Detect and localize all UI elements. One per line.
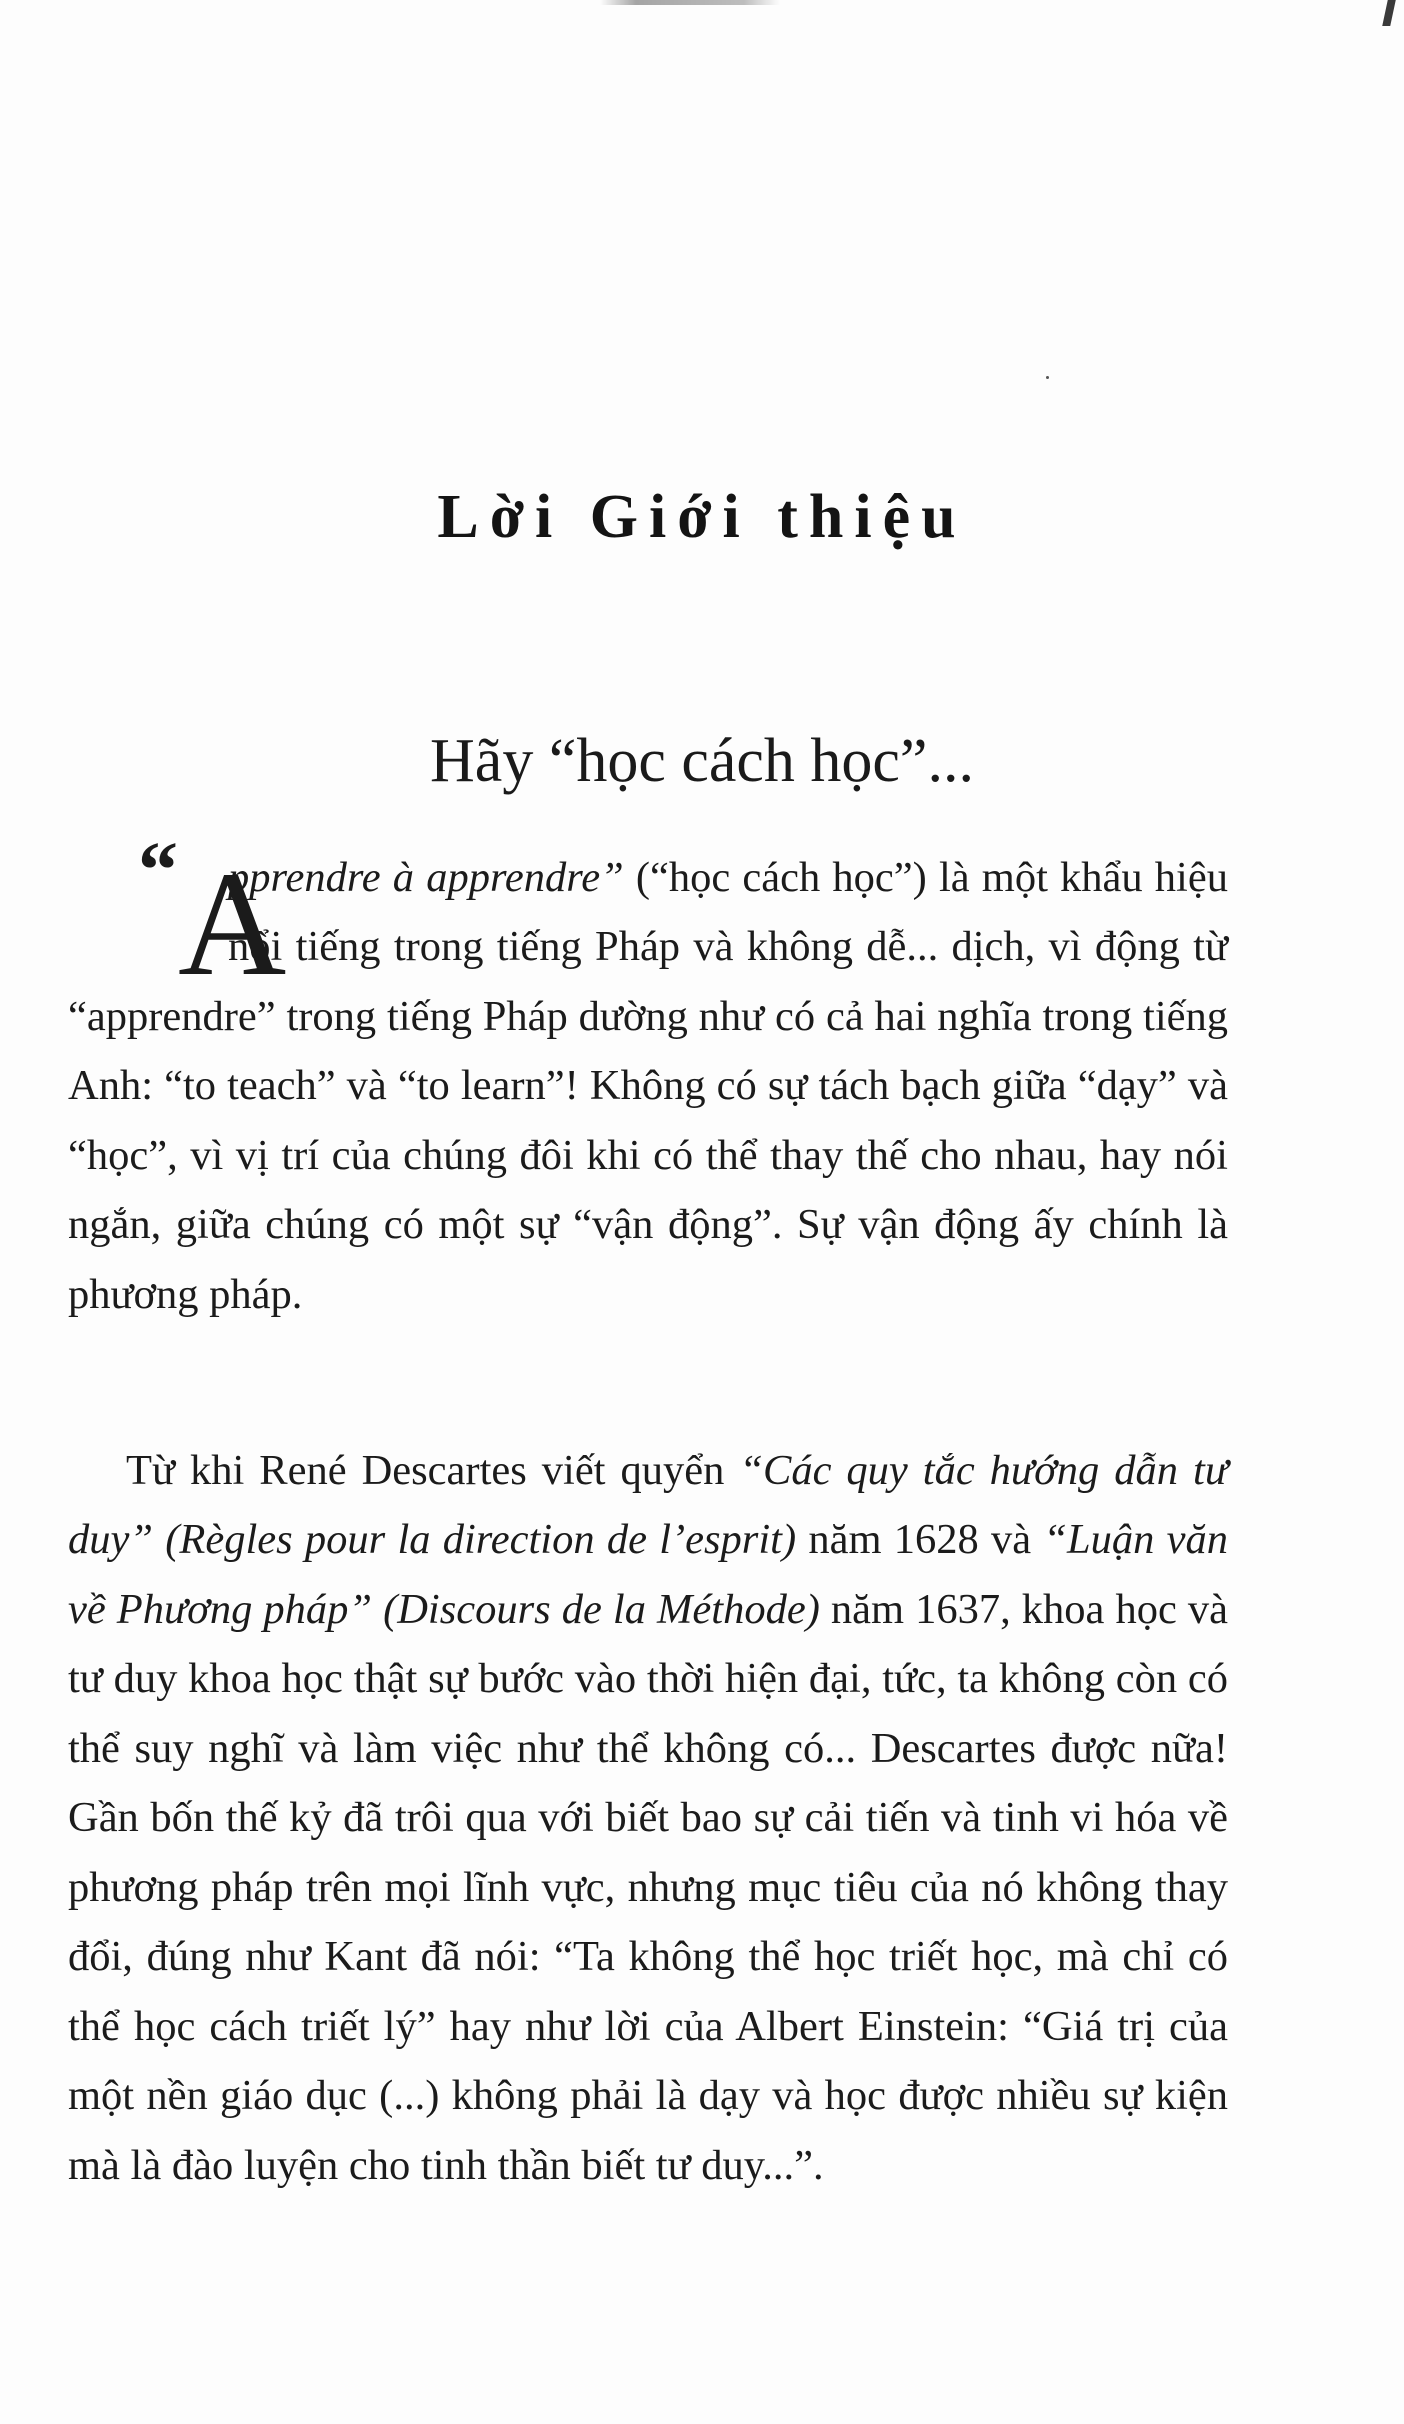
paragraph-2-text-2: năm 1628 và — [796, 1516, 1044, 1563]
chapter-title: Lời Giới thiệu — [437, 482, 967, 551]
paragraph-2-book-title-2: “Luận văn về Phương pháp” (Discours de la Méthode) — [68, 1516, 1229, 1633]
paragraph-1-text: (“học cách học”) là một khẩu hiệu nổi tiếng trong tiếng Pháp và không dễ... dịch, vì động từ “apprendre” trong tiếng Pháp dường như có cả hai nghĩa trong tiếng Anh: “to teach” và “to learn”! Không có sự tách bạch giữa “dạy” và “học”, vì vị trí của chúng đôi khi có thể thay thế cho nhau, hay nói ngắn, giữa chúng có một sự “vận động”. Sự vận động ấy chính là phương pháp. — [68, 853, 1228, 1318]
scan-artifact-top — [600, 0, 780, 5]
scan-artifact-dot — [1046, 376, 1049, 379]
paragraph-2-text-3: năm 1637, khoa học và tư duy khoa học thật sự bước vào thời hiện đại, tức, ta không còn có thể suy nghĩ và làm việc như thể không có... Descartes được nữa! Gần bốn thế kỷ đã trôi qua với biết bao sự cải tiến và tinh vi hóa về phương pháp trên mọi lĩnh vực, nhưng mục tiêu của nó không thay đổi, đúng như Kant đã nói: “Ta không thể học triết học, mà chỉ có thể học cách triết lý” hay như lời của Albert Einstein: “Giá trị của một nền giáo dục (...) không phải là dạy và học được nhiều sự kiện mà là đào luyện cho tinh thần biết tư duy...”. — [68, 1585, 1228, 2189]
drop-cap — [68, 826, 287, 1007]
paragraph-2-book-title-1: “Các quy tắc hướng dẫn tư duy” (Règles pour la direction de l’esprit) — [68, 1446, 1229, 1563]
paragraph-2-text-1: Từ khi René Descartes viết quyển — [126, 1446, 740, 1494]
section-heading: Hãy “học cách học”... — [430, 727, 974, 796]
paragraph-1 — [68, 826, 1228, 1330]
scan-artifact-corner — [1382, 0, 1396, 26]
paragraph-1-italic-phrase: pprendre à apprendre” — [228, 853, 624, 901]
drop-cap-quote-mark: “ — [138, 826, 178, 915]
drop-cap-letter: A — [178, 840, 287, 1007]
paragraph-2 — [68, 1436, 1228, 2201]
